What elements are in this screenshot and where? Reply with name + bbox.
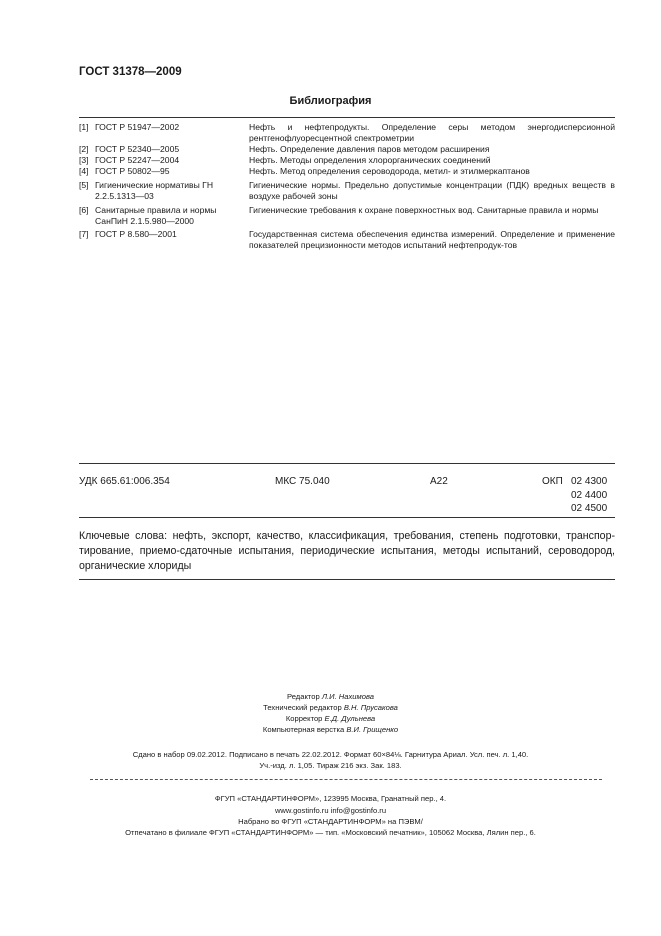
mks-code: МКС 75.040 [275,476,330,487]
print-info-line-2: Уч.-изд. л. 1,05. Тираж 216 экз. Зак. 183. [259,761,402,770]
entry-number: [7] [79,229,89,239]
okp-code-1: 02 4300 [571,476,608,487]
entry-description: Нефть и нефтепродукты. Определение серы методом энергодисперсионной рентгенофлуоресцентной спектрометрии [249,122,615,143]
entry-source: ГОСТ Р 52247—2004 [95,155,180,165]
entry-source: ГОСТ Р 52340—2005 [95,144,180,154]
entry-source: Санитарные правила и нормы СанПиН 2.1.5.980—2000 [95,205,217,226]
publisher-line-4: Отпечатано в филиале ФГУП «СТАНДАРТИНФОРМ» — тип. «Московский печатник», 105062 Москва, Лялин пер., 6. [125,828,536,837]
entry-number: [4] [79,166,89,176]
entry-description: Нефть. Методы определения хлорорганических соединений [249,155,491,165]
credit-layout [0,725,661,734]
credit-tech-editor [0,703,661,712]
entry-source: Гигиенические нормативы ГН 2.2.5.1313—03 [95,180,214,201]
okp-code-2: 02 4400 [571,490,608,501]
credit-corrector-label: Корректор [285,714,323,723]
entry-source: ГОСТ Р 51947—2002 [95,122,180,132]
entry-description: Нефть. Метод определения сероводорода, метил- и этилмеркаптанов [249,166,530,176]
credit-tech-editor-name: В.Н. Прусакова [343,703,398,712]
credit-corrector [0,714,661,723]
print-info-line-1: Сдано в набор 09.02.2012. Подписано в печать 22.02.2012. Формат 60×84⅛. Гарнитура Ариал. Усл. печ. л. 1,40. [132,750,529,759]
publisher-contacts: www.gostinfo.ru info@gostinfo.ru [274,806,387,815]
credit-editor-name: Л.И. Нахимова [321,692,374,701]
entry-description: Государственная система обеспечения единства измерений. Определение и применение показателей прецизионности методов испытаний нефтепродук-тов [249,229,615,250]
print-info-separator [90,779,602,780]
credit-corrector-name: Е.Д. Дульнева [324,714,376,723]
category-code: А22 [430,476,448,487]
credit-editor-label: Редактор [287,692,320,701]
credit-layout-name: В.И. Грищенко [346,725,399,734]
publisher-line-1: ФГУП «СТАНДАРТИНФОРМ», 123995 Москва, Гранатный пер., 4. [214,794,447,803]
keywords-paragraph: Ключевые слова: нефть, экспорт, качество, классификация, требования, степень подготовки, транспор-тирование, приемо-сдаточные испытания, периодические испытания, методы испытаний, сероводород, органические хлориды [79,530,615,572]
classification-top-rule [79,463,615,464]
entry-number: [2] [79,144,89,154]
standard-code: ГОСТ 31378—2009 [79,66,182,78]
entry-source: ГОСТ Р 8.580—2001 [95,229,177,239]
bibliography-title: Библиография [289,95,372,107]
bibliography-top-rule [79,117,615,118]
credit-tech-editor-label: Технический редактор [263,703,342,712]
publisher-line-3: Набрано во ФГУП «СТАНДАРТИНФОРМ» на ПЭВМ/ [238,817,423,826]
entry-description: Гигиенические нормы. Предельно допустимые концентрации (ПДК) вредных веществ в воздухе рабочей зоны [249,180,615,201]
okp-label: ОКП [542,476,563,487]
entry-source: ГОСТ Р 50802—95 [95,166,170,176]
udk-code: УДК 665.61:006.354 [79,476,170,487]
entry-number: [6] [79,205,89,215]
keywords-bottom-rule [79,579,615,580]
credit-editor [0,692,661,701]
entry-number: [5] [79,180,89,190]
entry-description: Гигиенические требования к охране поверхностных вод. Санитарные правила и нормы [249,205,599,215]
entry-number: [3] [79,155,89,165]
entry-number: [1] [79,122,89,132]
entry-description: Нефть. Определение давления паров методом расширения [249,144,490,154]
credit-layout-label: Компьютерная верстка [262,725,345,734]
classification-bottom-rule [79,517,615,518]
okp-code-3: 02 4500 [571,503,608,514]
